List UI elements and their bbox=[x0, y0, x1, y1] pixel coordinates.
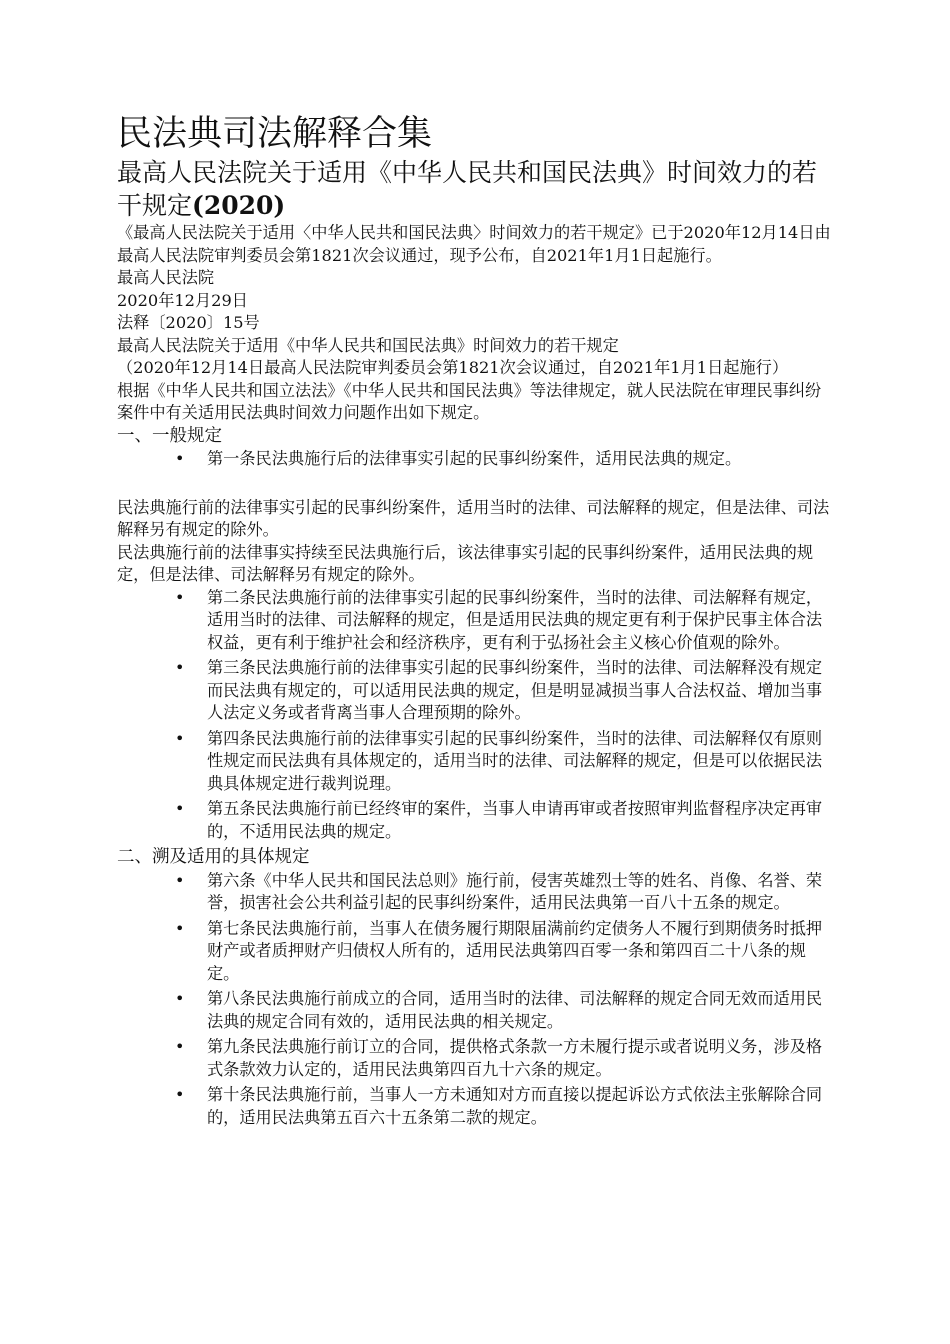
spacer bbox=[117, 474, 835, 497]
section1-article-list bbox=[117, 448, 835, 471]
regulation-heading-text: 最高人民法院关于适用《中华人民共和国民法典》时间效力的若干规定 bbox=[117, 158, 818, 220]
article-item: • 第七条民法典施行前，当事人在债务履行期限届满前约定债务人不履行到期债务时抵押财产或者质押财产归债权人所有的，适用民法典第四百零一条和第四百二十八条的规定。 bbox=[207, 918, 835, 986]
regulation-heading-year: (2020) bbox=[192, 191, 286, 220]
article-item: • 第三条民法典施行前的法律事实引起的民事纠纷案件，当时的法律、司法解释没有规定而民法典有规定的，可以适用民法典的规定，但是明显减损当事人合法权益、增加当事人法定义务或者背离当事人合理预期的除外。 bbox=[207, 657, 835, 725]
regulation-title-line: 最高人民法院关于适用《中华人民共和国民法典》时间效力的若干规定 bbox=[117, 335, 619, 355]
article-item: • 第十条民法典施行前，当事人一方未通知对方而直接以提起诉讼方式依法主张解除合同的，适用民法典第五百六十五条第二款的规定。 bbox=[207, 1084, 835, 1129]
section1-article-list-2 bbox=[117, 587, 835, 844]
adoption-note: （2020年12月14日最高人民法院审判委员会第1821次会议通过，自2021年1月1日起施行） bbox=[117, 358, 789, 377]
article-item: • 第六条《中华人民共和国民法总则》施行前，侵害英雄烈士等的姓名、肖像、名誉、荣誉，损害社会公共利益引起的民事纠纷案件，适用民法典第一百八十五条的规定。 bbox=[207, 870, 835, 915]
body-paragraph: 民法典施行前的法律事实持续至民法典施行后，该法律事实引起的民事纠纷案件，适用民法典的规定，但是法律、司法解释另有规定的除外。 bbox=[117, 542, 814, 584]
document-number: 法释〔2020〕15号 bbox=[117, 313, 260, 332]
article-item: • 第二条民法典施行前的法律事实引起的民事纠纷案件，当时的法律、司法解释有规定，适用当时的法律、司法解释的规定，但是适用民法典的规定更有利于保护民事主体合法权益，更有利于维护社会和经济秩序，更有利于弘扬社会主义核心价值观的除外。 bbox=[207, 587, 835, 655]
article-item: • 第九条民法典施行前订立的合同，提供格式条款一方未履行提示或者说明义务，涉及格式条款效力认定的，适用民法典第四百九十六条的规定。 bbox=[207, 1036, 835, 1081]
document-title: 民法典司法解释合集 bbox=[117, 114, 433, 154]
article-item: • 第五条民法典施行前已经终审的案件，当事人申请再审或者按照审判监督程序决定再审的，不适用民法典的规定。 bbox=[207, 798, 835, 843]
section-heading-retroactive: 二、溯及适用的具体规定 bbox=[117, 847, 310, 867]
article-item: • 第八条民法典施行前成立的合同，适用当时的法律、司法解释的规定合同无效而适用民法典的规定合同有效的，适用民法典的相关规定。 bbox=[207, 988, 835, 1033]
date-line: 2020年12月29日 bbox=[117, 290, 248, 310]
article-item: • 第四条民法典施行前的法律事实引起的民事纠纷案件，当时的法律、司法解释仅有原则性规定而民法典有具体规定的，适用当时的法律、司法解释的规定，但是可以依据民法典具体规定进行裁判说理。 bbox=[207, 728, 835, 796]
section2-article-list bbox=[117, 870, 835, 1130]
section-heading-general: 一、一般规定 bbox=[117, 425, 222, 446]
regulation-heading bbox=[117, 156, 835, 222]
intro-paragraph: 《最高人民法院关于适用〈中华人民共和国民法典〉时间效力的若干规定》已于2020年12月14日由最高人民法院审判委员会第1821次会议通过，现予公布，自2021年1月1日起施行。 bbox=[117, 223, 831, 265]
preamble-paragraph: 根据《中华人民共和国立法法》《中华人民共和国民法典》等法律规定，就人民法院在审理民事纠纷案件中有关适用民法典时间效力问题作出如下规定。 bbox=[117, 380, 822, 422]
issuer-line: 最高人民法院 bbox=[117, 268, 215, 287]
body-paragraph: 民法典施行前的法律事实引起的民事纠纷案件，适用当时的法律、司法解释的规定，但是法律、司法解释另有规定的除外。 bbox=[117, 497, 830, 539]
article-item: • 第一条民法典施行后的法律事实引起的民事纠纷案件，适用民法典的规定。 bbox=[207, 448, 835, 471]
document-page bbox=[117, 112, 835, 1132]
